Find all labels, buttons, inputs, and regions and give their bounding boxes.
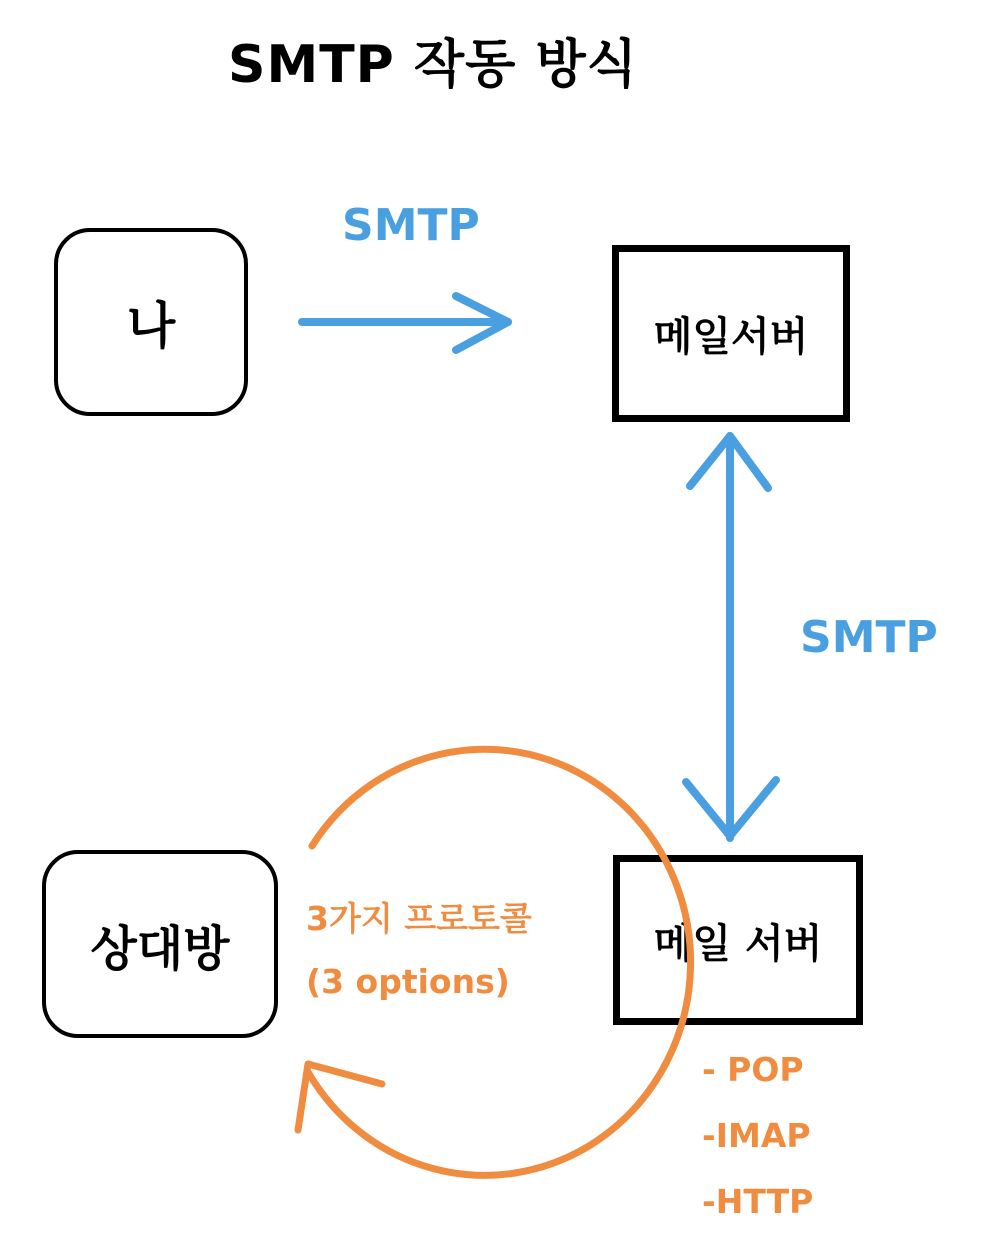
arrow-server-to-server-head-down xyxy=(686,780,776,836)
label-three-options: (3 options) xyxy=(306,962,510,1001)
node-recipient-label: 상대방 xyxy=(90,920,230,977)
label-smtp-send: SMTP xyxy=(342,200,480,251)
cycle-arrow-head xyxy=(298,1064,382,1130)
diagram-title: SMTP 작동 방식 xyxy=(228,35,638,95)
node-recipient-mail-server xyxy=(613,855,863,1025)
node-me xyxy=(54,228,248,416)
arrow-me-to-server-head xyxy=(456,296,508,350)
label-three-protocols: 3가지 프로토콜 xyxy=(306,899,532,938)
node-recipient xyxy=(42,850,278,1038)
label-smtp-relay: SMTP xyxy=(800,612,938,663)
node-my-mail-server-label: 메일서버 xyxy=(653,314,809,360)
node-my-mail-server xyxy=(612,245,850,422)
arrow-server-to-server-head-up xyxy=(690,436,768,488)
protocol-imap: -IMAP xyxy=(702,1116,811,1155)
node-recipient-mail-server-label: 메일 서버 xyxy=(653,920,823,967)
protocol-http: -HTTP xyxy=(702,1182,814,1221)
protocol-pop: - POP xyxy=(702,1050,804,1089)
node-me-label: 나 xyxy=(126,297,176,355)
